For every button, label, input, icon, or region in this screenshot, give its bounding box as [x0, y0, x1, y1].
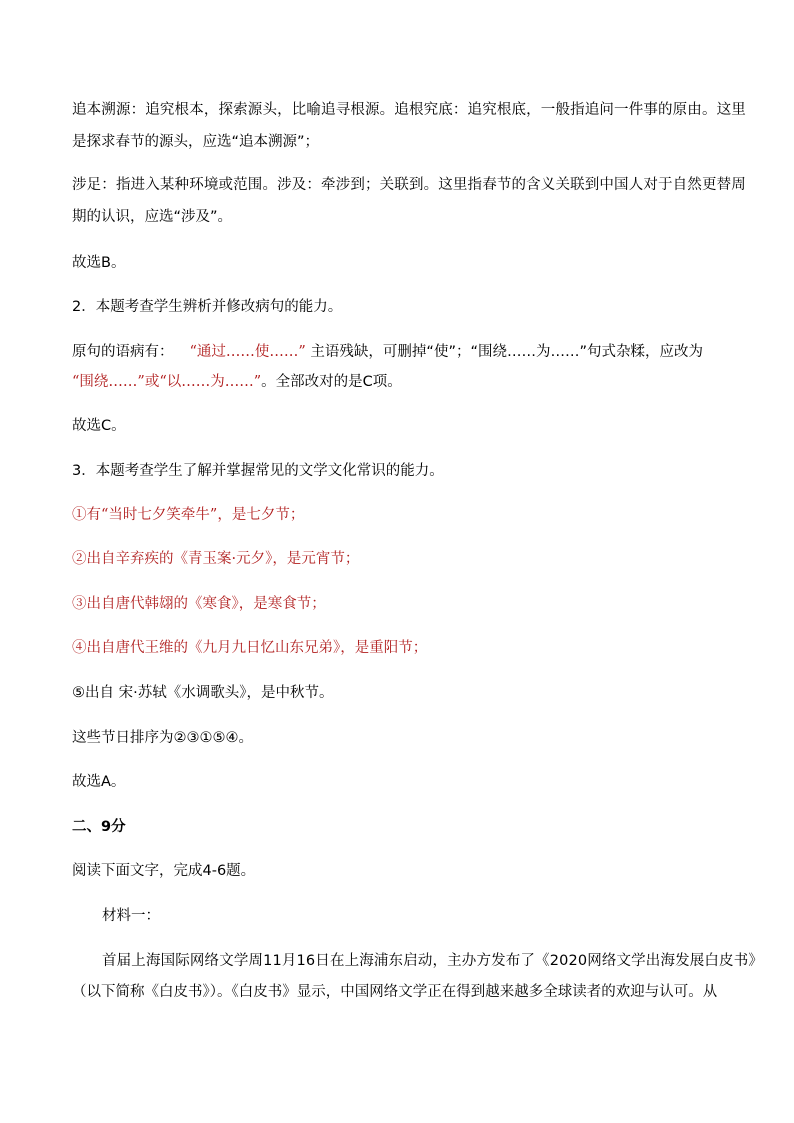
answer-line: 故选C。: [72, 418, 126, 434]
list-item: ④出自唐代王维的《九月九日忆山东兄弟》，是重阳节；: [72, 640, 428, 656]
section-heading: 二、9分: [72, 819, 126, 835]
paragraph-line: 这些节日排序为②③①⑤④。: [72, 730, 253, 746]
paragraph-line: 是探求春节的源头，应选“追本溯源”；: [72, 134, 320, 150]
paragraph-line: 追本溯源：追究根本，探索源头，比喻追寻根源。追根究底：追究根底，一般指追问一件事的原由。这里: [72, 102, 746, 118]
answer-line: 故选B。: [72, 255, 126, 271]
text-span: 主语残缺，可删掉“使”；“围绕……为……”句式杂糅，应改为: [305, 344, 703, 360]
list-item: ①有“当时七夕笑牵牛”，是七夕节；: [72, 507, 305, 523]
question-title: 3．本题考查学生了解并掌握常见的文学文化常识的能力。: [72, 463, 444, 479]
paragraph-line: [72, 342, 703, 362]
answer-line: 故选A。: [72, 774, 126, 790]
paragraph-line: 涉足：指进入某种环境或范围。涉及：牵涉到；关联到。这里指春节的含义关联到中国人对于自然更替周: [72, 177, 746, 193]
list-item: ②出自辛弃疾的《青玉案·元夕》，是元宵节；: [72, 551, 360, 567]
paragraph-line: [72, 372, 402, 392]
text-span: 。全部改对的是C项。: [261, 374, 402, 390]
question-title: 2．本题考查学生辨析并修改病句的能力。: [72, 299, 343, 315]
paragraph-line: 期的认识，应选“涉及”。: [72, 209, 233, 225]
highlight-span: “围绕……”或“以……为……”: [72, 374, 262, 390]
text-span: 原句的语病有：: [72, 344, 174, 360]
material-label: 材料一：: [102, 908, 160, 924]
list-item: ⑤出自 宋·苏轼《水调歌头》，是中秋节。: [72, 685, 334, 701]
list-item: ③出自唐代韩翃的《寒食》，是寒食节；: [72, 596, 326, 612]
instruction-line: 阅读下面文字，完成4-6题。: [72, 863, 256, 879]
paragraph-line: 首届上海国际网络文学周11月16日在上海浦东启动，主办方发布了《2020网络文学出海发展白皮书》: [102, 953, 763, 969]
paragraph-line: （以下简称《白皮书》）。《白皮书》显示，中国网络文学正在得到越来越多全球读者的欢迎与认可。从: [72, 984, 718, 1000]
highlight-span: “通过……使……”: [189, 344, 306, 360]
